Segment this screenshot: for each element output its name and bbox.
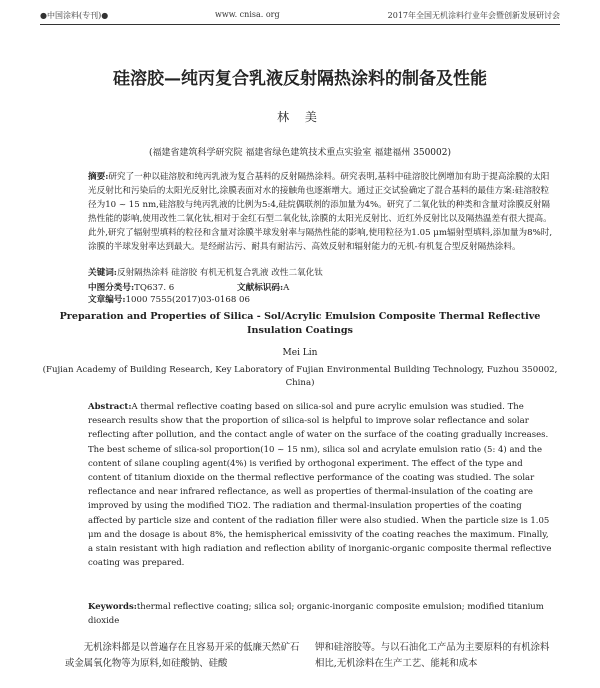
body-right-column: 钾和硅溶胶等。与以石油化工产品为主要原料的有机涂料相比,无机涂料在生产工艺、能耗和成本 xyxy=(315,642,550,669)
english-abstract-text: A thermal reflective coating based on silica-sol and pure acrylic emulsion was studied. The research results show that the proportion of silica-sol is helpful to improve solar reflectance and solar reflecting after pollution, and the contact angle of water on the surface of the coating gradually increases. The best scheme of silica-sol proportion(10 ~ 15 nm), silica sol and acrylate emulsion ratio (5: 4) and the content of silane coupling agent(4%) is verified by orthogonal experiment. The effect of the type and content of titanium dioxide on the thermal reflective performance of the coating was studied. The solar reflectance and near infrared reflectance, as well as properties of thermal-insulation of the coating are improved by using the modified TiO2. The radiation and thermal-insulation properties of the coating affected by particle size and content of the radiation filler were also studied. When the particle size is 1.05 μm and the dosage is about 8%, the hemispherical emissivity of the coating reaches the maximum. Finally, a stain resistant with high radiation and reflection ability of inorganic-organic composite thermal reflective coating was prepared. xyxy=(88,402,552,569)
journal-website[interactable]: www. cnisa. org xyxy=(215,10,280,19)
english-affiliation: (Fujian Academy of Building Research, Key Laboratory of Fujian Environmental Building Technology, Fuzhou 350002, China) xyxy=(42,365,558,388)
english-keywords xyxy=(88,600,555,628)
english-abstract xyxy=(88,400,555,570)
chinese-keywords xyxy=(88,266,555,280)
english-keywords-text: thermal reflective coating; silica sol; organic-inorganic composite emulsion; modified titanium dioxide xyxy=(88,602,544,626)
header-rule xyxy=(40,24,560,25)
journal-name: ●中国涂料(专刊)● xyxy=(40,11,109,20)
chinese-title: 硅溶胶—纯丙复合乳液反射隔热涂料的制备及性能 xyxy=(113,69,487,89)
english-title: Preparation and Properties of Silica - Sol/Acrylic Emulsion Composite Thermal Reflective Insulation Coatings xyxy=(59,311,541,336)
class-number: 中图分类号:TQ637. 6 xyxy=(88,283,175,293)
english-abstract-label: Abstract: xyxy=(88,402,132,412)
chinese-keywords-label: 关键词: xyxy=(88,268,117,278)
chinese-abstract-text: 研究了一种以硅溶胶和纯丙乳液为复合基料的反射隔热涂料。研究表明,基料中硅溶胶比例增加有助于提高涂膜的太阳光反射比和污染后的太阳光反射比,涂膜表面对水的接触角也逐渐增大。通过正交试验确定了混合基料的最佳方案:硅溶胶粒径为10 ~ 15 nm,硅溶胶与纯丙乳液的比例为5:4,硅烷偶联剂的添加量为4%。研究了二氧化钛的种类和含量对涂膜反射隔热性能的影响,使用改性二氧化钛,相对于金红石型二氧化钛,涂膜的太阳光反射比、近红外反射比以及隔热温差有很大提高。此外,研究了辐射型填料的粒径和含量对涂膜半球发射率与隔热性能的影响,使用粒径为1.05 μm辐射型填料,添加量为8%时,涂膜的半球发射率达到最大。是经耐沾污、耐具有耐沾污、高效反射和辐射能力的无机-有机复合型反射隔热涂料。 xyxy=(88,172,553,252)
article-number: 文章编号:1000 7555(2017)03-0168 06 xyxy=(88,295,250,305)
chinese-author: 林 美 xyxy=(277,110,323,124)
chinese-affiliation: (福建省建筑科学研究院 福建省绿色建筑技术重点实验室 福建福州 350002) xyxy=(149,148,451,158)
body-left-column: 无机涂料都是以普遍存在且容易开采的低廉天然矿石或金属氧化物等为原料,如硅酸钠、硅酸 xyxy=(65,642,300,669)
chinese-abstract-label: 摘要: xyxy=(88,172,109,182)
chinese-abstract xyxy=(88,170,555,254)
conference-name: 2017年全国无机涂料行业年会暨创新发展研讨会 xyxy=(387,11,560,20)
doc-code: 文献标识码:A xyxy=(237,283,290,293)
running-header xyxy=(40,8,560,22)
chinese-keywords-text: 反射隔热涂料 硅溶胶 有机无机复合乳液 改性二氧化钛 xyxy=(116,268,323,278)
classification-line xyxy=(88,281,555,305)
english-author: Mei Lin xyxy=(282,348,318,358)
english-keywords-label: Keywords: xyxy=(88,602,137,612)
